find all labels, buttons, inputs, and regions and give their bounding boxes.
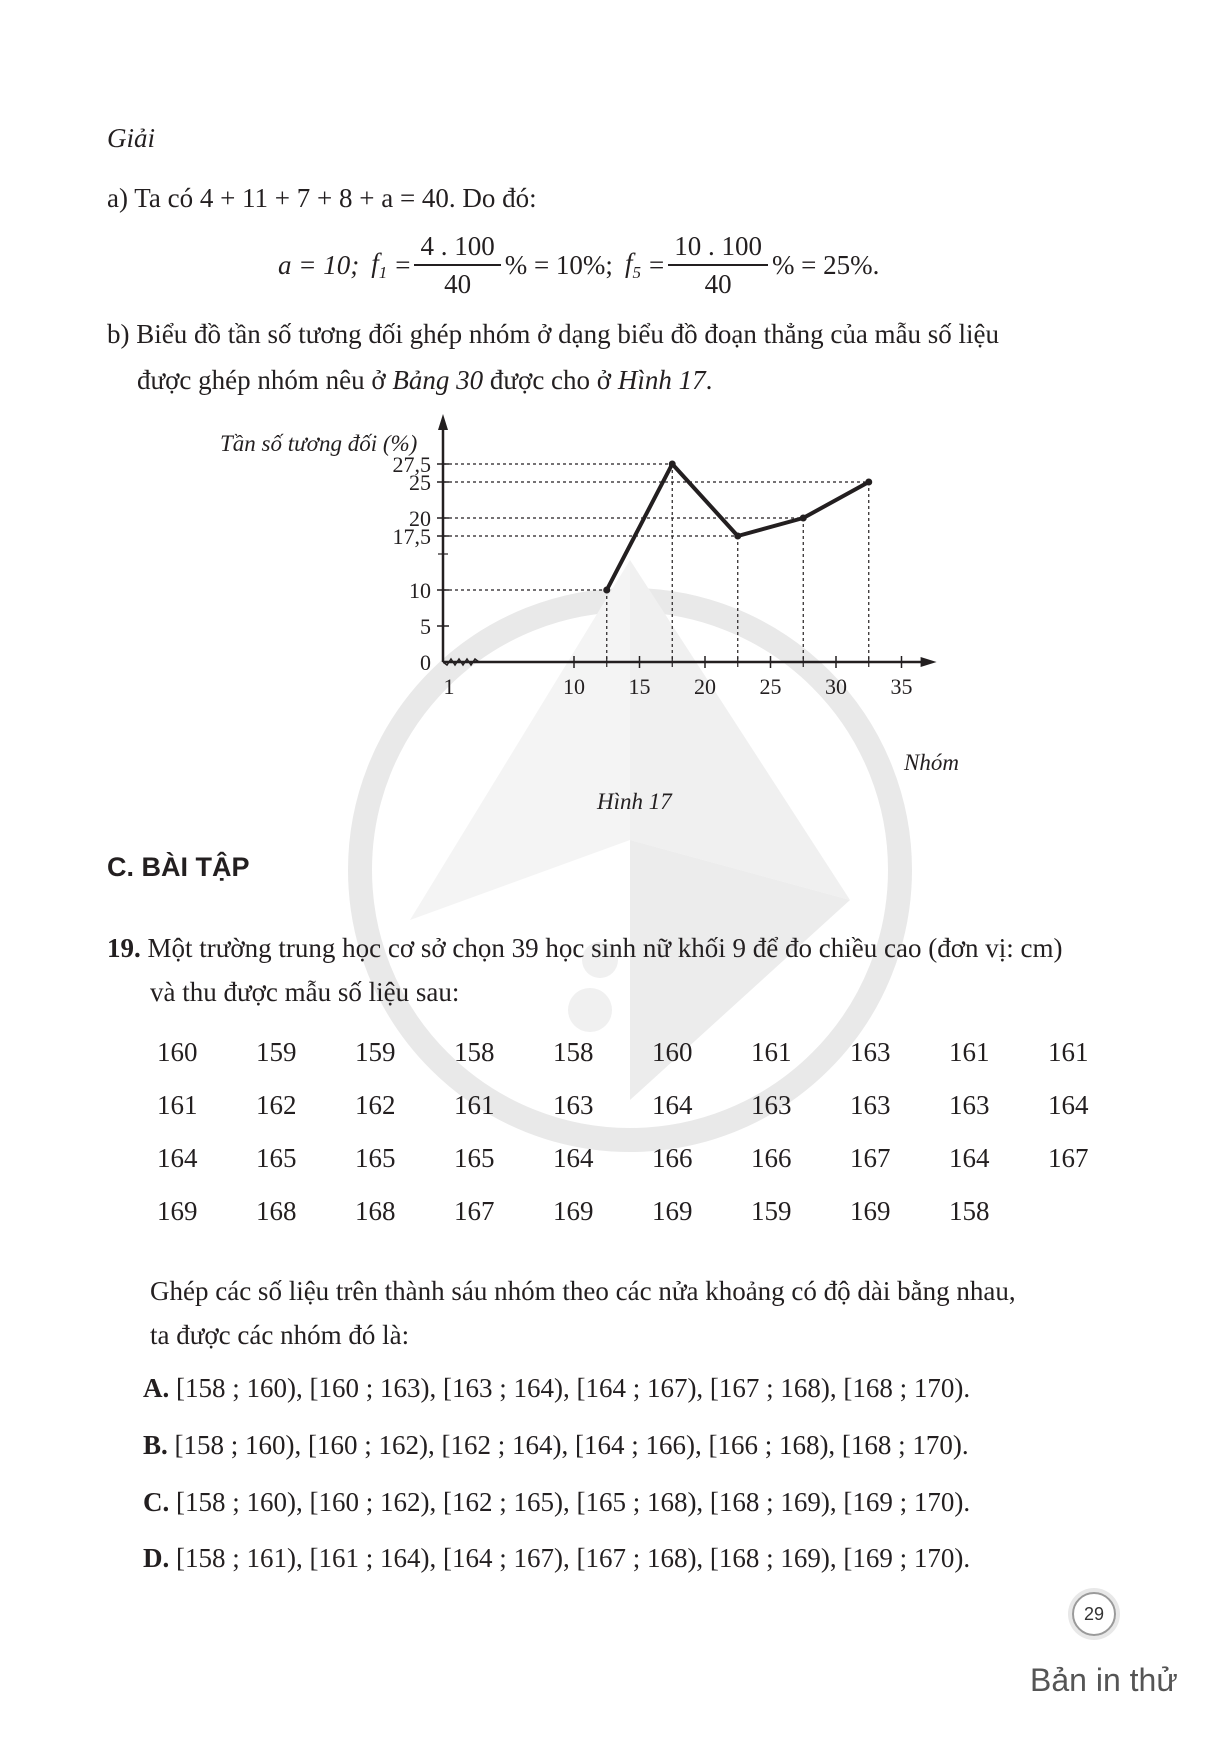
y-tick-label: 17,5 bbox=[392, 524, 431, 549]
x-tick-label: 25 bbox=[759, 674, 782, 699]
option-c[interactable] bbox=[143, 1487, 970, 1518]
page-number: 29 bbox=[1083, 1603, 1105, 1624]
data-cell: 162 bbox=[256, 1090, 297, 1120]
section-heading: C. BÀI TẬP bbox=[107, 852, 250, 882]
equals-sign-2: = bbox=[648, 249, 665, 280]
data-cell: 160 bbox=[652, 1037, 693, 1067]
option-b[interactable] bbox=[143, 1430, 969, 1461]
y-tick-label: 10 bbox=[409, 578, 431, 603]
data-cell: 168 bbox=[355, 1196, 396, 1226]
data-cell: 163 bbox=[850, 1090, 891, 1120]
x-axis-break bbox=[443, 659, 479, 665]
formula-a-eq: a = 10; bbox=[278, 249, 360, 280]
data-cell: 165 bbox=[454, 1143, 495, 1173]
data-cell: 165 bbox=[256, 1143, 297, 1173]
y-tick-label: 20 bbox=[409, 506, 431, 531]
x-tick-label: 30 bbox=[825, 674, 847, 699]
data-cell: 158 bbox=[949, 1196, 990, 1226]
sample-data-grid bbox=[157, 1037, 1147, 1227]
part-b-line-2: được ghép nhóm nêu ở Bảng 30 được cho ở Hình 17. bbox=[137, 365, 713, 395]
data-cell: 169 bbox=[553, 1196, 594, 1226]
fraction-2 bbox=[668, 228, 768, 303]
data-cell: 160 bbox=[157, 1037, 198, 1067]
series-line bbox=[607, 464, 869, 590]
data-cell: 164 bbox=[553, 1143, 594, 1173]
fraction-2-numerator: 10 . 100 bbox=[668, 228, 768, 266]
y-tick-label: 25 bbox=[409, 470, 431, 495]
question-19-line-1 bbox=[107, 932, 1062, 964]
option-c-letter: C. bbox=[143, 1487, 170, 1517]
fraction-1-numerator: 4 . 100 bbox=[414, 228, 500, 266]
data-cell: 159 bbox=[256, 1037, 297, 1067]
data-cell: 159 bbox=[751, 1196, 792, 1226]
option-b-letter: B. bbox=[143, 1430, 168, 1460]
x-tick-label: 10 bbox=[563, 674, 585, 699]
option-c-text: [158 ; 160), [160 ; 162), [162 ; 165), [165 ; 168), [168 ; 169), [169 ; 170). bbox=[169, 1487, 971, 1517]
data-cell: 161 bbox=[1048, 1037, 1089, 1067]
option-a-text: [158 ; 160), [160 ; 163), [163 ; 164), [164 ; 167), [167 ; 168), [168 ; 170). bbox=[169, 1373, 971, 1403]
data-cell: 164 bbox=[157, 1143, 198, 1173]
f1-symbol: $f_1$ bbox=[371, 247, 388, 282]
data-cell: 163 bbox=[751, 1090, 792, 1120]
part-b-line-1: b) Biểu đồ tần số tương đối ghép nhóm ở dạng biểu đồ đoạn thẳng của mẫu số liệu bbox=[107, 319, 1000, 349]
data-cell-empty bbox=[1048, 1196, 1147, 1227]
data-cell: 169 bbox=[652, 1196, 693, 1226]
option-a[interactable] bbox=[143, 1373, 970, 1404]
figure-caption: Hình 17 bbox=[597, 789, 672, 814]
data-cell: 166 bbox=[652, 1143, 693, 1173]
data-cell: 161 bbox=[454, 1090, 495, 1120]
data-cell: 159 bbox=[355, 1037, 396, 1067]
solution-part-a bbox=[107, 182, 537, 214]
prompt-line-2: ta được các nhóm đó là: bbox=[150, 1320, 410, 1350]
result-1: % = 10%; bbox=[504, 249, 613, 280]
data-cell: 161 bbox=[949, 1037, 990, 1067]
option-a-letter: A. bbox=[143, 1373, 170, 1403]
data-cell: 163 bbox=[949, 1090, 990, 1120]
data-cell: 161 bbox=[157, 1090, 198, 1120]
option-d-text: [158 ; 161), [161 ; 164), [164 ; 167), [167 ; 168), [168 ; 169), [169 ; 170). bbox=[169, 1543, 971, 1573]
data-cell: 167 bbox=[850, 1143, 891, 1173]
fraction-1 bbox=[414, 228, 500, 303]
data-cell: 163 bbox=[553, 1090, 594, 1120]
part-a-text: a) Ta có 4 + 11 + 7 + 8 + a = 40. Do đó: bbox=[107, 183, 537, 213]
equals-sign-1: = bbox=[395, 249, 411, 280]
data-cell: 167 bbox=[1048, 1143, 1089, 1173]
y-tick-label: 0 bbox=[420, 650, 431, 675]
option-d-letter: D. bbox=[143, 1543, 170, 1573]
result-2: % = 25%. bbox=[771, 249, 880, 280]
frequency-line-chart bbox=[200, 405, 1000, 825]
fraction-2-denominator: 40 bbox=[704, 269, 732, 300]
draft-label: Bản in thử bbox=[1030, 1662, 1178, 1698]
data-cell: 169 bbox=[850, 1196, 891, 1226]
question-19-line-2: và thu được mẫu số liệu sau: bbox=[150, 977, 460, 1007]
y-tick-label: 27,5 bbox=[392, 452, 431, 477]
page-number-badge bbox=[1072, 1592, 1116, 1636]
data-cell: 161 bbox=[751, 1037, 792, 1067]
data-cell: 163 bbox=[850, 1037, 891, 1067]
data-cell: 158 bbox=[454, 1037, 495, 1067]
x-tick-label: 15 bbox=[628, 674, 651, 699]
y-axis-arrow bbox=[438, 414, 448, 430]
question-text-1: Một trường trung học cơ sở chọn 39 học sinh nữ khối 9 để đo chiều cao (đơn vị: cm) bbox=[147, 933, 1063, 963]
data-point bbox=[800, 515, 807, 522]
formula-line bbox=[278, 228, 879, 303]
solution-label: Giải bbox=[107, 123, 156, 153]
data-point bbox=[865, 479, 872, 486]
table-reference: Bảng 30 bbox=[392, 365, 484, 395]
option-b-text: [158 ; 160), [160 ; 162), [162 ; 164), [164 ; 166), [166 ; 168), [168 ; 170). bbox=[167, 1430, 969, 1460]
data-cell: 165 bbox=[355, 1143, 396, 1173]
x-tick-label: 20 bbox=[694, 674, 716, 699]
y-axis-label: Tần số tương đối (%) bbox=[220, 431, 418, 456]
data-cell: 164 bbox=[1048, 1090, 1089, 1120]
question-number: 19. bbox=[107, 933, 141, 963]
x-tick-label: 35 bbox=[890, 674, 913, 699]
data-cell: 166 bbox=[751, 1143, 792, 1173]
f5-symbol: $f_5$ bbox=[624, 247, 641, 282]
data-cell: 169 bbox=[157, 1196, 198, 1226]
x-tick-label: 1 bbox=[443, 674, 455, 699]
data-cell: 164 bbox=[652, 1090, 693, 1120]
data-point bbox=[734, 533, 741, 540]
x-axis-arrow bbox=[921, 657, 937, 667]
data-cell: 162 bbox=[355, 1090, 396, 1120]
figure-reference: Hình 17 bbox=[617, 365, 706, 395]
fraction-1-denominator: 40 bbox=[444, 269, 472, 300]
data-cell: 164 bbox=[949, 1143, 990, 1173]
option-d[interactable] bbox=[143, 1543, 970, 1574]
data-cell: 158 bbox=[553, 1037, 594, 1067]
data-cell: 167 bbox=[454, 1196, 495, 1226]
data-cell: 168 bbox=[256, 1196, 297, 1226]
prompt-line-1: Ghép các số liệu trên thành sáu nhóm theo các nửa khoảng có độ dài bằng nhau, bbox=[150, 1276, 1016, 1306]
data-point bbox=[603, 587, 610, 594]
y-tick-label: 5 bbox=[420, 614, 431, 639]
data-point bbox=[669, 461, 676, 468]
chart-axes bbox=[438, 414, 937, 667]
x-axis-label: Nhóm bbox=[904, 750, 959, 775]
